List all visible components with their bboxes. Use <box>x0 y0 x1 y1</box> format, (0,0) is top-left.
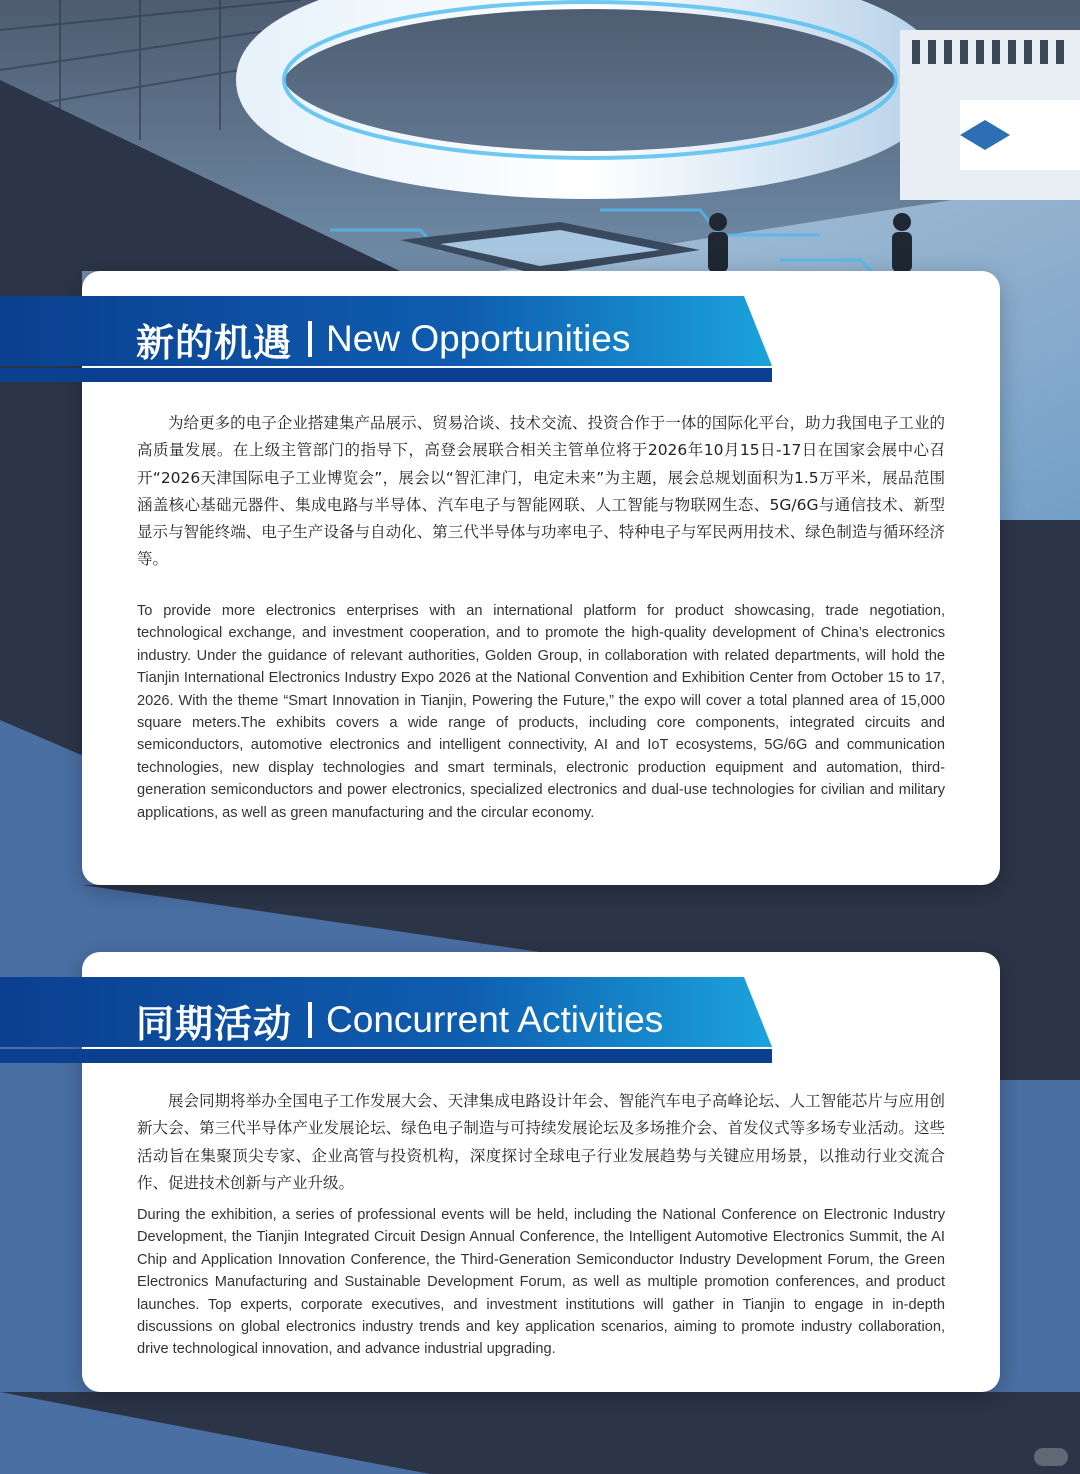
section-body-en: To provide more electronics enterprises with an international platform for product showcasing, trade negotiation, technological exchange, and investment cooperation, and to promote the high-quality development of China’s electronics industry. Under the guidance of relevant authorities, Golden Group, in collaboration with related departments, will hold the Tianjin International Electronics Industry Expo 2026 at the National Convention and Exhibition Center from October 15 to 17, 2026. With the theme “Smart Innovation in Tianjin, Powering the Future,” the expo will cover a total planned area of 15,000 square meters.The exhibits covers a wide range of products, including core components, integrated circuits and semiconductors, automotive electronics and intelligent connectivity, AI and IoT ecosystems, 5G/6G and communication technologies, new display technologies and smart terminals, electronic production equipment and automation, third-generation semiconductors and power electronics, specialized electronics and dual-use technologies for civilian and military applications, as well as green manufacturing and the circular economy. <box>137 603 945 821</box>
section-title-en: Concurrent Activities <box>326 999 664 1040</box>
section-title <box>136 306 630 372</box>
section-banner-new-opportunities <box>0 296 772 382</box>
section-title-zh: 同期活动 <box>136 1001 293 1046</box>
section-title-zh: 新的机遇 <box>136 320 293 365</box>
title-divider <box>308 1002 312 1038</box>
watermark-badge <box>1034 1448 1068 1466</box>
section-body-zh: 展会同期将举办全国电子工作发展大会、天津集成电路设计年会、智能汽车电子高峰论坛、人工智能芯片与应用创新大会、第三代半导体产业发展论坛、绿色电子制造与可持续发展论坛及多场推介会、首发仪式等多场专业活动。这些活动旨在集聚顶尖专家、企业高管与投资机构，深度探讨全球电子行业发展趋势与关键应用场景，以推动行业交流合作、促进技术创新与产业升级。 <box>137 1092 945 1192</box>
section-title <box>136 987 663 1053</box>
section-banner-concurrent-activities <box>0 977 772 1063</box>
section-body-zh: 为给更多的电子企业搭建集产品展示、贸易洽谈、技术交流、投资合作于一体的国际化平台，助力我国电子工业的高质量发展。在上级主管部门的指导下，高登会展联合相关主管单位将于2026年10月15日-17日在国家会展中心召开“2026天津国际电子工业博览会”，展会以“智汇津门，电定未来”为主题，展会总规划面积为1.5万平米，展品范围涵盖核心基础元器件、集成电路与半导体、汽车电子与智能网联、人工智能与物联网生态、5G/6G与通信技术、新型显示与智能终端、电子生产设备与自动化、第三代半导体与功率电子、特种电子与军民两用技术、绿色制造与循环经济等。 <box>137 414 945 569</box>
title-divider <box>308 321 312 357</box>
section-title-en: New Opportunities <box>326 318 631 359</box>
section-body-en: During the exhibition, a series of professional events will be held, including the National Conference on Electronic Industry Development, the Tianjin Integrated Circuit Design Annual Conference, the Intelligent Automotive Electronics Summit, the AI Chip and Application Innovation Conference, the Third-Generation Semiconductor Industry Development Forum, the Green Electronics Manufacturing and Sustainable Development Forum, as well as multiple promotion conferences, and product launches. Top experts, corporate executives, and investment institutions will gather in Tianjin to engage in in-depth discussions on global electronics industry trends and key application scenarios, aiming to promote industry collaboration, drive technological innovation, and advance industrial upgrading. <box>137 1207 945 1358</box>
